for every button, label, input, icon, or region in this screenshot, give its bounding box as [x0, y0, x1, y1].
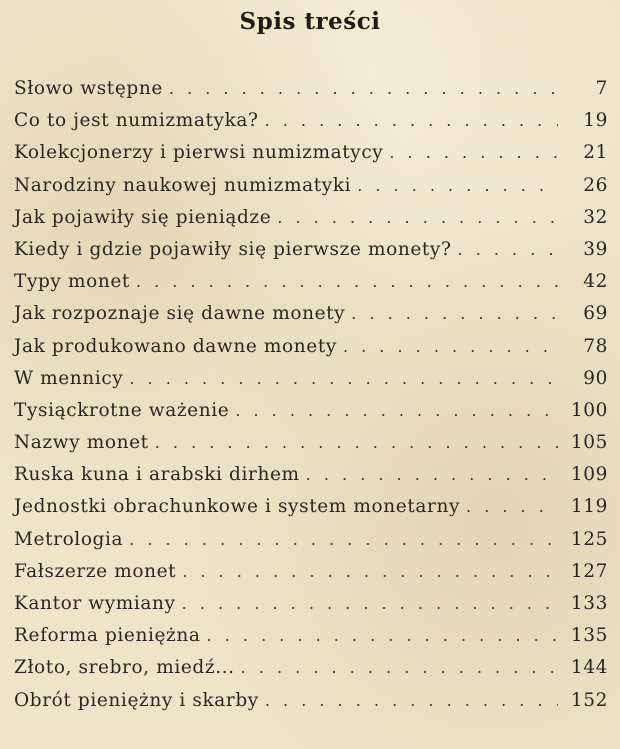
toc-entry [14, 432, 608, 464]
toc-entry-title: Jak produkowano dawne monety [14, 335, 337, 357]
dot-leader [357, 176, 558, 195]
toc-entry-page-number: 90 [583, 367, 608, 389]
toc-entry-page-number: 119 [570, 496, 608, 518]
toc-entry-title: Kolekcjonerzy i pierwsi numizmatycy [14, 142, 384, 164]
dot-leader [351, 304, 558, 323]
toc-entry [14, 142, 608, 174]
toc-entry-title: Jak pojawiły się pieniądze [14, 206, 272, 228]
toc-entry [14, 368, 608, 400]
toc-entry-page-number: 78 [583, 335, 608, 357]
toc-entry [14, 175, 608, 207]
toc-entry-title: Co to jest numizmatyka? [14, 110, 259, 132]
toc-entry-page-number: 109 [570, 464, 608, 486]
toc-entry [14, 690, 608, 722]
toc-entry-page-number: 39 [583, 238, 608, 260]
toc-entry-page-number: 125 [570, 528, 608, 550]
toc-entry [14, 303, 608, 335]
dot-leader [129, 530, 558, 549]
toc-entry-page-number: 105 [570, 432, 608, 454]
toc-entry-title: Narodziny naukowej numizmatyki [14, 174, 352, 196]
toc-entry-page-number: 127 [570, 560, 608, 582]
toc-entry [14, 625, 608, 657]
dot-leader [241, 658, 558, 677]
toc-entry-page-number: 32 [583, 206, 608, 228]
toc-entry-title: Kiedy i gdzie pojawiły się pierwsze monety? [14, 238, 452, 260]
dot-leader [277, 208, 558, 227]
dot-leader [182, 562, 558, 581]
dot-leader [389, 143, 558, 162]
toc-entry-page-number: 42 [583, 271, 608, 293]
toc-entry [14, 336, 608, 368]
toc-entry [14, 657, 608, 689]
toc-list [14, 78, 608, 722]
toc-entry [14, 78, 608, 110]
toc-entry-page-number: 135 [570, 625, 608, 647]
toc-entry-title: Jak rozpoznaje się dawne monety [14, 303, 346, 325]
dot-leader [155, 433, 558, 452]
toc-entry-page-number: 26 [583, 174, 608, 196]
toc-entry-page-number: 19 [583, 110, 608, 132]
toc-entry [14, 239, 608, 271]
toc-entry-page-number: 144 [570, 657, 608, 679]
toc-entry-title: Tysiąckrotne ważenie [14, 399, 230, 421]
dot-leader [235, 401, 558, 420]
toc-entry-title: Jednostki obrachunkowe i system monetarny [14, 496, 461, 518]
page-title: Spis treści [239, 8, 381, 35]
toc-entry [14, 496, 608, 528]
toc-entry-page-number: 100 [570, 399, 608, 421]
toc-entry-title: Słowo wstępne [14, 78, 163, 99]
toc-entry-page-number: 7 [595, 78, 608, 99]
toc-entry-page-number: 69 [583, 303, 608, 325]
toc-entry-title: Metrologia [14, 528, 124, 550]
dot-leader [466, 497, 558, 516]
toc-entry [14, 110, 608, 142]
toc-entry-title: W mennicy [14, 367, 124, 389]
toc-entry-title: Ruska kuna i arabski dirhem [14, 464, 300, 486]
dot-leader [265, 111, 558, 130]
toc-entry-page-number: 152 [570, 689, 608, 711]
toc-entry [14, 529, 608, 561]
toc-entry [14, 271, 608, 303]
toc-entry-title: Typy monet [14, 271, 130, 293]
toc-entry-page-number: 21 [583, 142, 608, 164]
dot-leader [169, 79, 558, 98]
toc-entry [14, 593, 608, 625]
toc-entry-title: Złoto, srebro, miedź... [14, 657, 235, 679]
dot-leader [306, 465, 558, 484]
toc-entry-title: Kantor wymiany [14, 593, 176, 614]
dot-leader [265, 691, 558, 710]
toc-entry [14, 464, 608, 496]
toc-entry-title: Reforma pieniężna [14, 625, 201, 647]
dot-leader [207, 626, 558, 645]
dot-leader [129, 369, 558, 388]
toc-entry-title: Fałszerze monet [14, 560, 177, 582]
toc-entry [14, 207, 608, 239]
toc-entry [14, 561, 608, 593]
toc-entry-title: Obrót pieniężny i skarby [14, 689, 259, 711]
toc-entry [14, 400, 608, 432]
dot-leader [136, 272, 558, 291]
dot-leader [458, 240, 558, 259]
toc-entry-title: Nazwy monet [14, 432, 149, 454]
dot-leader [343, 337, 558, 356]
dot-leader [182, 594, 558, 613]
toc-entry-page-number: 133 [570, 593, 608, 614]
